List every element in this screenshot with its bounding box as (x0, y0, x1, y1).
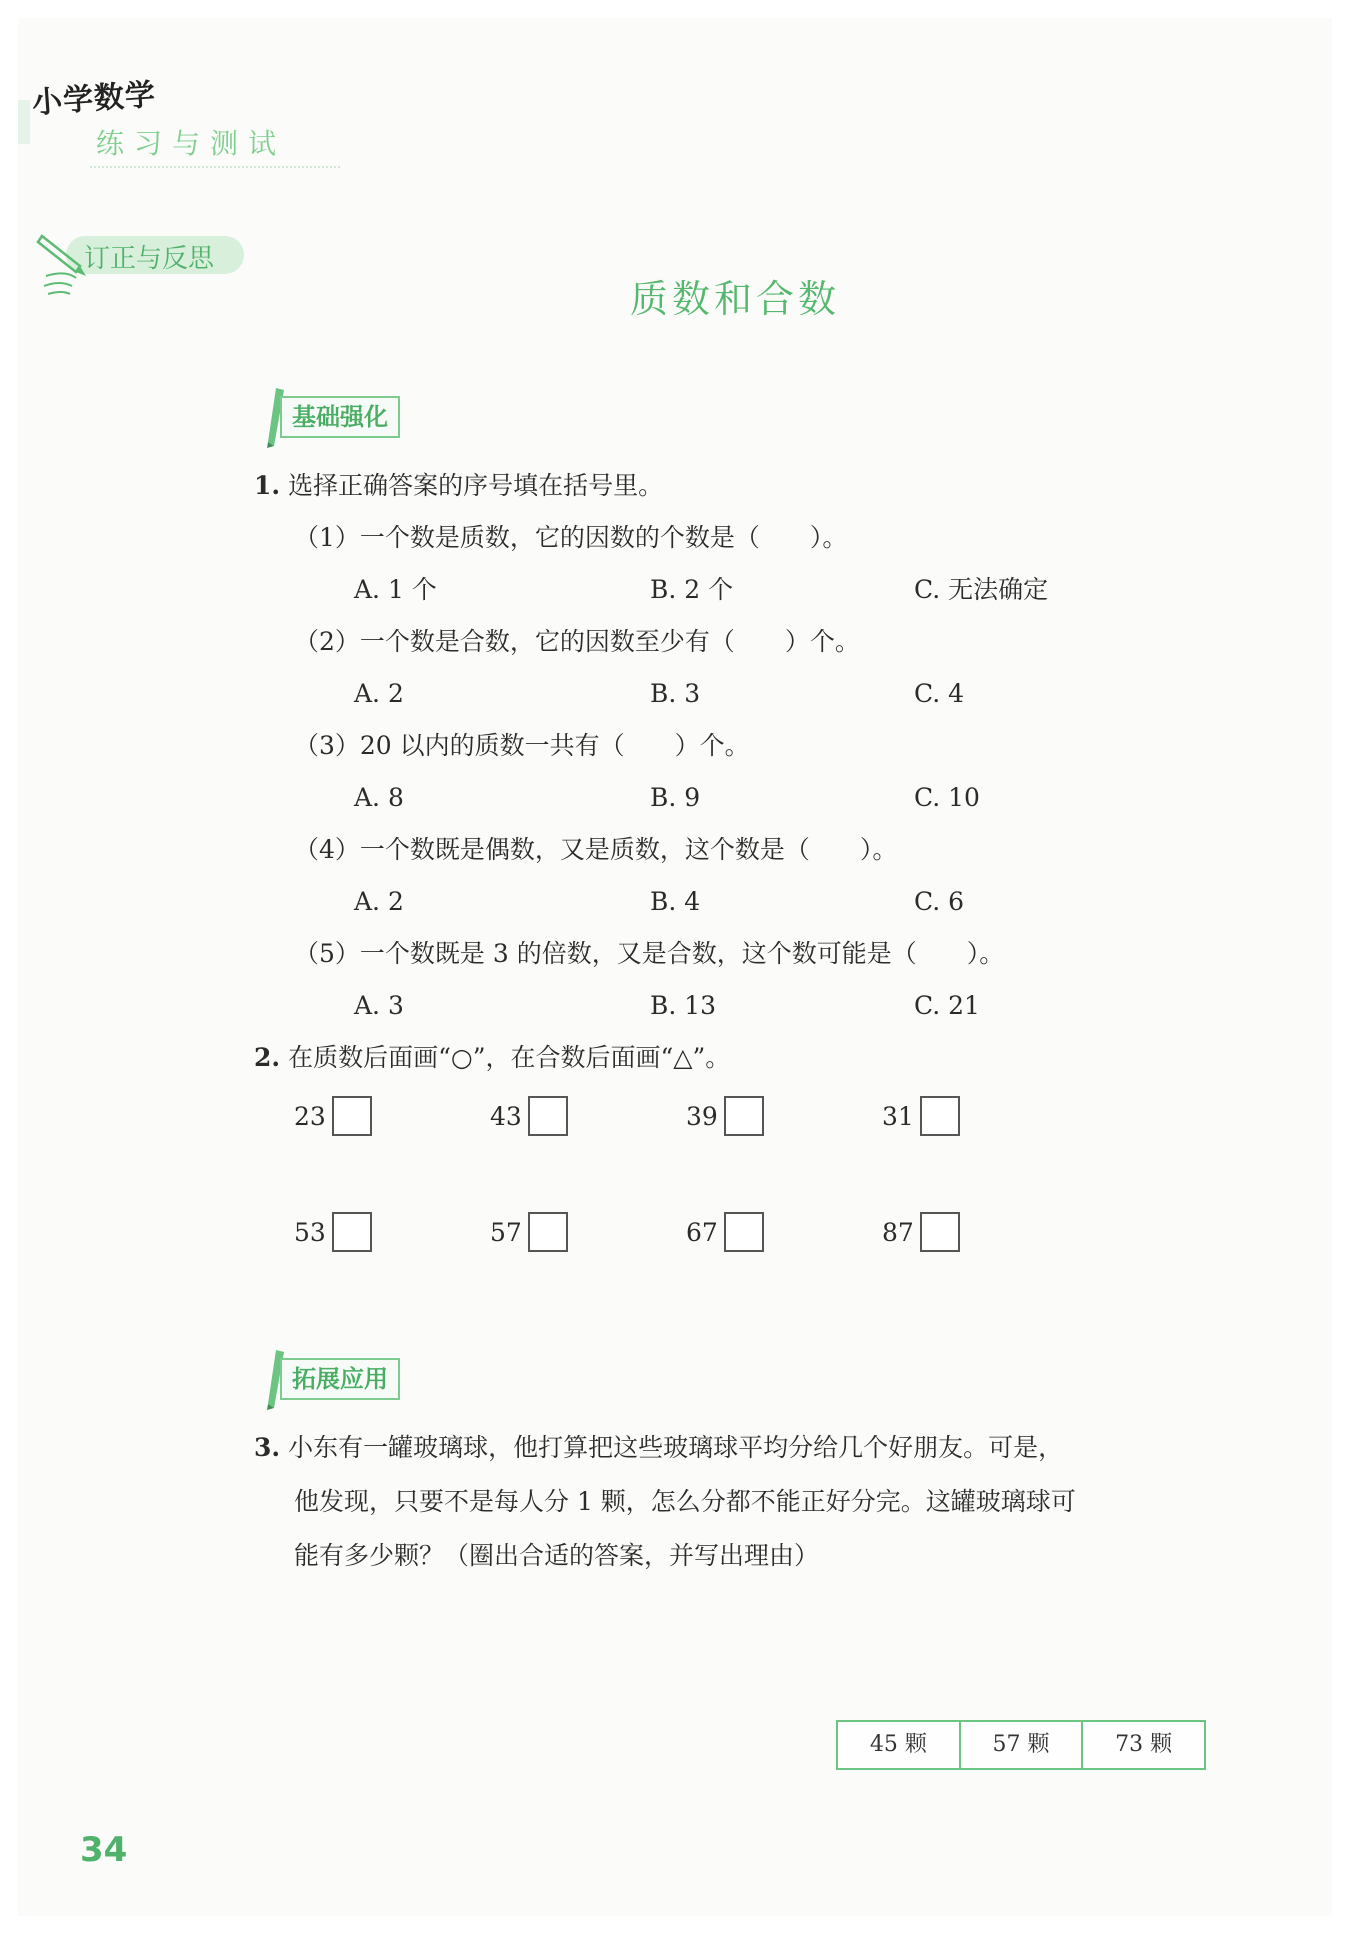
q2-number-value: 43 (490, 1101, 522, 1131)
q2-answer-box[interactable] (332, 1096, 372, 1136)
q2-number-value: 57 (490, 1217, 522, 1247)
header-tab-decoration (18, 100, 30, 144)
q3-choice[interactable]: 45 颗 (838, 1722, 961, 1768)
q1-3-option-a: A. 8 (354, 783, 404, 812)
section-extended-header (262, 1348, 482, 1406)
q2-number-value: 39 (686, 1101, 718, 1131)
q3-number: 3. (254, 1433, 281, 1462)
q3-choice[interactable]: 57 颗 (961, 1722, 1084, 1768)
q1-5-option-a: A. 3 (354, 991, 404, 1020)
correction-label-text: 订正与反思 (84, 244, 215, 274)
q2-item (294, 1096, 372, 1136)
q1-4-option-c: C. 6 (914, 887, 965, 916)
q1-prompt-text: 选择正确答案的序号填在括号里。 (288, 471, 664, 500)
q1-3-option-c: C. 10 (914, 783, 980, 812)
q2-number-value: 31 (882, 1101, 914, 1131)
q1-item-2: （2）一个数是合数，它的因数至少有（ ）个。 (294, 627, 860, 656)
q2-number: 2. (254, 1043, 281, 1072)
q2-prompt-text: 在质数后面画“○”，在合数后面画“△”。 (288, 1043, 731, 1072)
section-basic-label: 基础强化 (280, 396, 400, 438)
q1-3-option-b: B. 9 (650, 783, 701, 812)
q1-2-option-c: C. 4 (914, 679, 965, 708)
q1-2-option-a: A. 2 (354, 679, 404, 708)
q1-1-option-b: B. 2 个 (650, 575, 734, 604)
q3-line-1-text: 小东有一罐玻璃球，他打算把这些玻璃球平均分给几个好朋友。可是， (288, 1433, 1064, 1462)
q2-number-value: 87 (882, 1217, 914, 1247)
q1-1-option-c: C. 无法确定 (914, 575, 1049, 604)
q1-item-1: （1）一个数是质数，它的因数的个数是（ ）。 (294, 523, 848, 552)
q1-2-option-b: B. 3 (650, 679, 701, 708)
q1-1-option-a: A. 1 个 (354, 575, 437, 604)
q2-item (686, 1212, 764, 1252)
q2-number-value: 67 (686, 1217, 718, 1247)
q2-item (294, 1212, 372, 1252)
q2-answer-box[interactable] (724, 1096, 764, 1136)
q1-item-3: （3）20 以内的质数一共有（ ）个。 (294, 731, 750, 760)
q2-answer-box[interactable] (920, 1212, 960, 1252)
q1-5-option-c: C. 21 (914, 991, 980, 1020)
page-number: 34 (80, 1830, 128, 1870)
q3-choice[interactable]: 73 颗 (1115, 1732, 1173, 1757)
q1-5-option-b: B. 13 (650, 991, 717, 1020)
q2-number-value: 53 (294, 1217, 326, 1247)
q2-answer-box[interactable] (724, 1212, 764, 1252)
q1-prompt (254, 468, 663, 504)
brand-title: 小学数学 (31, 77, 158, 121)
q2-item (490, 1212, 568, 1252)
q3-line-3: 能有多少颗？（圈出合适的答案，并写出理由） (294, 1541, 820, 1570)
q2-item (490, 1096, 568, 1136)
brand-subtitle: 练习与测试 (96, 127, 287, 160)
q1-item-4: （4）一个数既是偶数，又是质数，这个数是（ ）。 (294, 835, 898, 864)
q2-answer-box[interactable] (528, 1096, 568, 1136)
workbook-page (18, 18, 1332, 1916)
q3-choices-table (836, 1720, 1206, 1770)
q1-4-option-b: B. 4 (650, 887, 701, 916)
q1-4-option-a: A. 2 (354, 887, 404, 916)
q1-number: 1. (254, 471, 281, 500)
header-divider (90, 166, 340, 168)
page-title: 质数和合数 (629, 277, 840, 321)
q2-answer-box[interactable] (920, 1096, 960, 1136)
section-extended-label: 拓展应用 (280, 1358, 400, 1400)
q2-item (686, 1096, 764, 1136)
q2-prompt (254, 1040, 730, 1076)
q2-item (882, 1096, 960, 1136)
q2-answer-box[interactable] (332, 1212, 372, 1252)
q2-answer-box[interactable] (528, 1212, 568, 1252)
q3-line-1 (254, 1430, 1063, 1466)
q3-line-2: 他发现，只要不是每人分 1 颗，怎么分都不能正好分完。这罐玻璃球可 (294, 1487, 1076, 1516)
section-basic-header (262, 386, 482, 444)
q2-item (882, 1212, 960, 1252)
q2-number-value: 23 (294, 1101, 326, 1131)
q1-item-5: （5）一个数既是 3 的倍数，又是合数，这个数可能是（ ）。 (294, 939, 1005, 968)
